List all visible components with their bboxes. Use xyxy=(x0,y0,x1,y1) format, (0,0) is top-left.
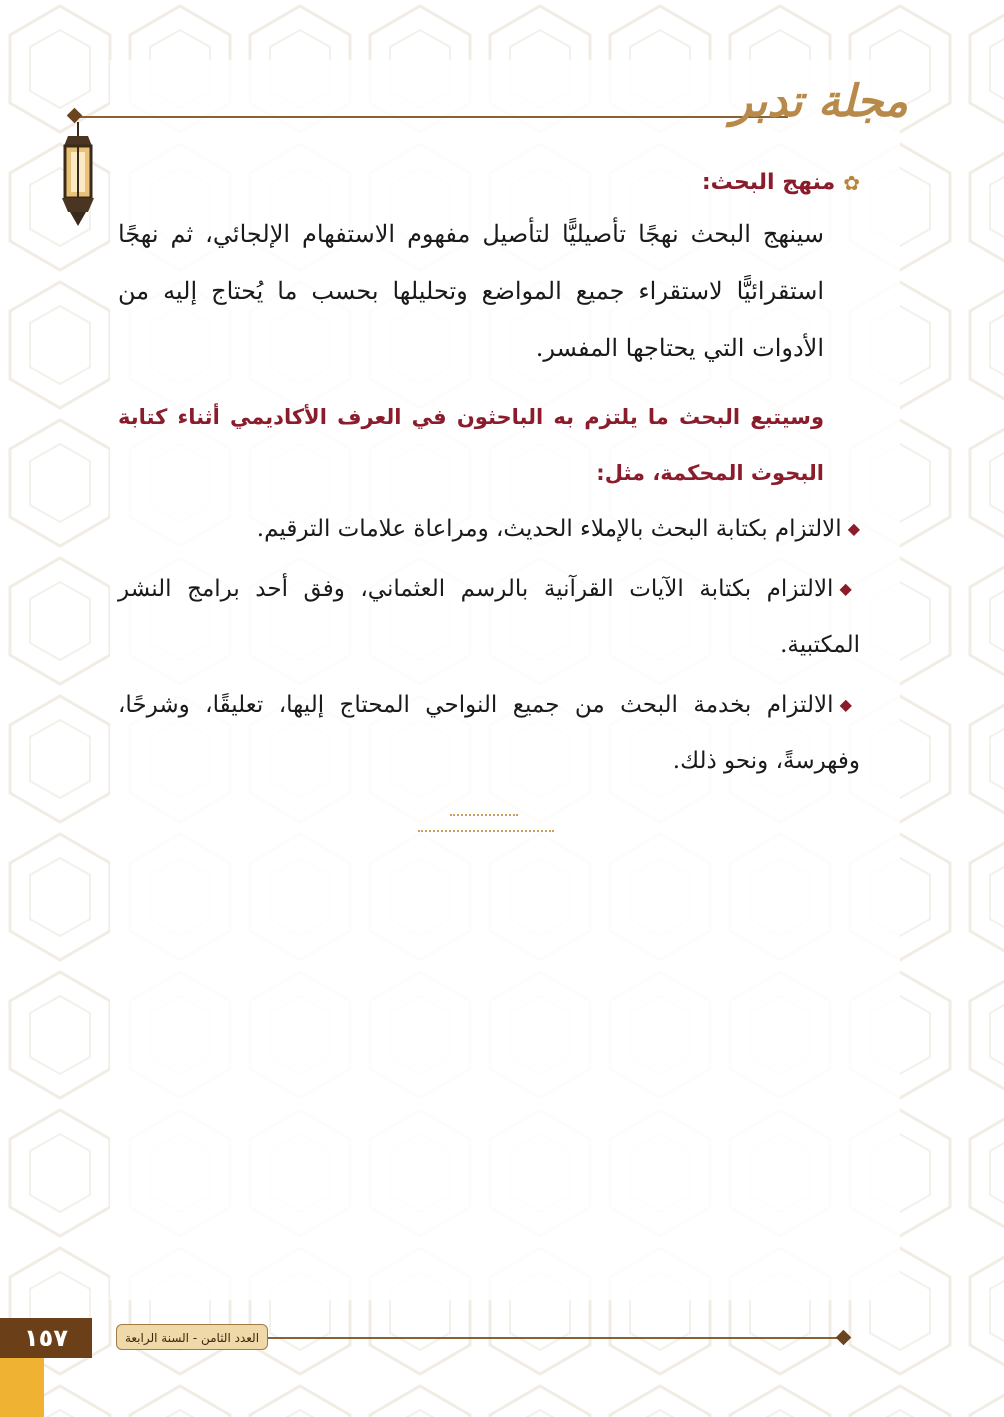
section-heading xyxy=(118,160,860,206)
header-rule xyxy=(76,116,788,118)
end-ornament-bottom xyxy=(418,830,554,836)
list-item xyxy=(118,677,860,789)
academic-intro: وسيتبع البحث ما يلتزم به الباحثون في العرف الأكاديمي أثناء كتابة البحوث المحكمة، مثل: xyxy=(118,405,824,485)
section-heading-text: منهج البحث: xyxy=(701,170,836,195)
page-color-strip xyxy=(0,1358,44,1417)
issue-label: العدد الثامن - السنة الرابعة xyxy=(116,1324,268,1350)
list-item-text: الالتزام بكتابة البحث بالإملاء الحديث، ومراعاة علامات الترقيم. xyxy=(256,516,842,542)
intro-paragraph: سينهج البحث نهجًا تأصيليًّا لتأصيل مفهوم الاستفهام الإلجائي، ثم نهجًا استقرائيًّا لاستقراء جميع المواضع وتحليلها بحسب ما يُحتاج إليه من الأدوات التي يحتاجها المفسر. xyxy=(118,220,824,362)
list-item xyxy=(118,561,860,673)
end-ornament-top xyxy=(450,814,518,820)
footer-rule xyxy=(268,1337,842,1339)
page-number: ١٥٧ xyxy=(0,1318,92,1358)
article-body xyxy=(118,160,860,789)
diamond-bullet-icon: ◆ xyxy=(839,579,860,598)
flower-icon: ✿ xyxy=(843,171,860,195)
list-item-text: الالتزام بكتابة الآيات القرآنية بالرسم العثماني، وفق أحد برامج النشر المكتبية. xyxy=(118,576,860,658)
lantern-icon xyxy=(56,122,100,226)
list-item-text: الالتزام بخدمة البحث من جميع النواحي المحتاج إليها، تعليقًا، وشرحًا، وفهرسةً، ونحو ذلك. xyxy=(118,692,860,774)
magazine-logo: مجلة تدبر xyxy=(730,76,908,127)
diamond-bullet-icon: ◆ xyxy=(847,519,860,538)
list-item xyxy=(118,501,860,557)
diamond-bullet-icon: ◆ xyxy=(839,695,860,714)
